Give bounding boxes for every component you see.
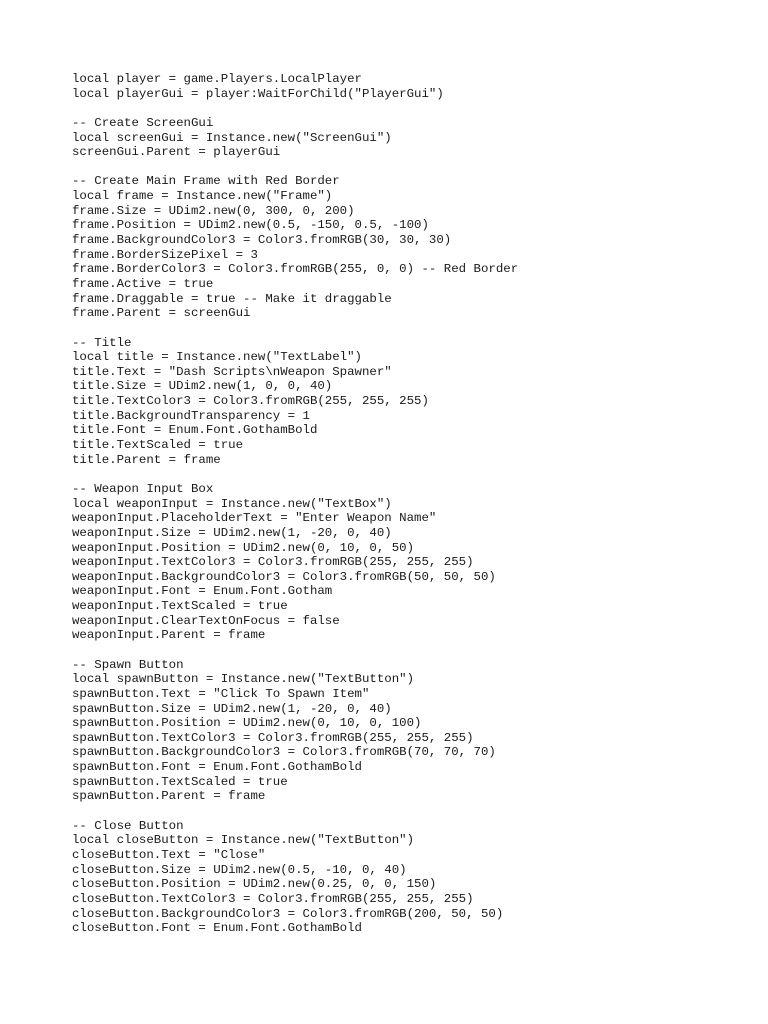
code-line: weaponInput.Parent = frame — [72, 628, 266, 643]
code-line: -- Weapon Input Box — [72, 481, 214, 496]
code-line: spawnButton.TextScaled = true — [72, 774, 288, 789]
code-block — [72, 72, 732, 936]
code-line: weaponInput.Font = Enum.Font.Gotham — [72, 584, 333, 599]
code-line: spawnButton.Position = UDim2.new(0, 10, 0, 100) — [72, 716, 422, 731]
code-line: spawnButton.Size = UDim2.new(1, -20, 0, 40) — [72, 701, 392, 716]
code-line: weaponInput.TextColor3 = Color3.fromRGB(255, 255, 255) — [72, 555, 474, 570]
code-line: closeButton.Size = UDim2.new(0.5, -10, 0, 40) — [72, 862, 407, 877]
code-line: spawnButton.Parent = frame — [72, 789, 266, 804]
code-line — [72, 804, 732, 819]
code-line: -- Spawn Button — [72, 657, 184, 672]
code-line: -- Title — [72, 335, 132, 350]
code-line: weaponInput.Position = UDim2.new(0, 10, 0, 50) — [72, 540, 415, 555]
code-line: spawnButton.BackgroundColor3 = Color3.fromRGB(70, 70, 70) — [72, 745, 496, 760]
code-line: title.Parent = frame — [72, 452, 221, 467]
code-line: title.TextColor3 = Color3.fromRGB(255, 255, 255) — [72, 394, 429, 409]
code-line: frame.Parent = screenGui — [72, 306, 251, 321]
code-line: weaponInput.TextScaled = true — [72, 599, 288, 614]
code-line: local spawnButton = Instance.new("TextButton") — [72, 672, 415, 687]
code-line: closeButton.Position = UDim2.new(0.25, 0, 0, 150) — [72, 877, 437, 892]
code-line: closeButton.Font = Enum.Font.GothamBold — [72, 921, 362, 936]
code-line: -- Create Main Frame with Red Border — [72, 174, 340, 189]
code-line — [72, 101, 732, 116]
code-line: local closeButton = Instance.new("TextButton") — [72, 833, 415, 848]
code-line: spawnButton.Font = Enum.Font.GothamBold — [72, 760, 362, 775]
code-line: frame.BackgroundColor3 = Color3.fromRGB(30, 30, 30) — [72, 233, 452, 248]
code-line: closeButton.Text = "Close" — [72, 847, 266, 862]
code-line: title.TextScaled = true — [72, 438, 244, 453]
code-line: spawnButton.Text = "Click To Spawn Item" — [72, 686, 370, 701]
code-line: local weaponInput = Instance.new("TextBox") — [72, 496, 392, 511]
code-line: title.BackgroundTransparency = 1 — [72, 408, 310, 423]
code-line: weaponInput.ClearTextOnFocus = false — [72, 613, 340, 628]
code-line — [72, 643, 732, 658]
code-line: local screenGui = Instance.new("ScreenGui") — [72, 130, 392, 145]
code-line: weaponInput.BackgroundColor3 = Color3.fromRGB(50, 50, 50) — [72, 569, 496, 584]
code-line: -- Create ScreenGui — [72, 115, 214, 130]
code-line: weaponInput.Size = UDim2.new(1, -20, 0, 40) — [72, 525, 392, 540]
code-line: title.Text = "Dash Scripts\nWeapon Spawner" — [72, 364, 392, 379]
code-line: local player = game.Players.LocalPlayer — [72, 72, 362, 86]
code-line: local frame = Instance.new("Frame") — [72, 189, 333, 204]
code-line: title.Font = Enum.Font.GothamBold — [72, 423, 318, 438]
code-line — [72, 160, 732, 175]
code-line: screenGui.Parent = playerGui — [72, 145, 281, 160]
code-line: frame.Position = UDim2.new(0.5, -150, 0.5, -100) — [72, 218, 429, 233]
code-line: closeButton.BackgroundColor3 = Color3.fromRGB(200, 50, 50) — [72, 906, 504, 921]
code-line: local title = Instance.new("TextLabel") — [72, 350, 362, 365]
code-line: spawnButton.TextColor3 = Color3.fromRGB(255, 255, 255) — [72, 730, 474, 745]
code-line: frame.BorderSizePixel = 3 — [72, 247, 258, 262]
code-line — [72, 321, 732, 336]
code-line: local playerGui = player:WaitForChild("PlayerGui") — [72, 86, 444, 101]
code-line — [72, 467, 732, 482]
code-line: frame.Active = true — [72, 276, 214, 291]
code-line: -- Close Button — [72, 818, 184, 833]
code-line: frame.Size = UDim2.new(0, 300, 0, 200) — [72, 203, 355, 218]
code-line: title.Size = UDim2.new(1, 0, 0, 40) — [72, 379, 333, 394]
code-line: closeButton.TextColor3 = Color3.fromRGB(255, 255, 255) — [72, 891, 474, 906]
code-line: weaponInput.PlaceholderText = "Enter Weapon Name" — [72, 511, 437, 526]
code-line: frame.BorderColor3 = Color3.fromRGB(255, 0, 0) -- Red Border — [72, 262, 519, 277]
code-line: frame.Draggable = true -- Make it draggable — [72, 291, 392, 306]
